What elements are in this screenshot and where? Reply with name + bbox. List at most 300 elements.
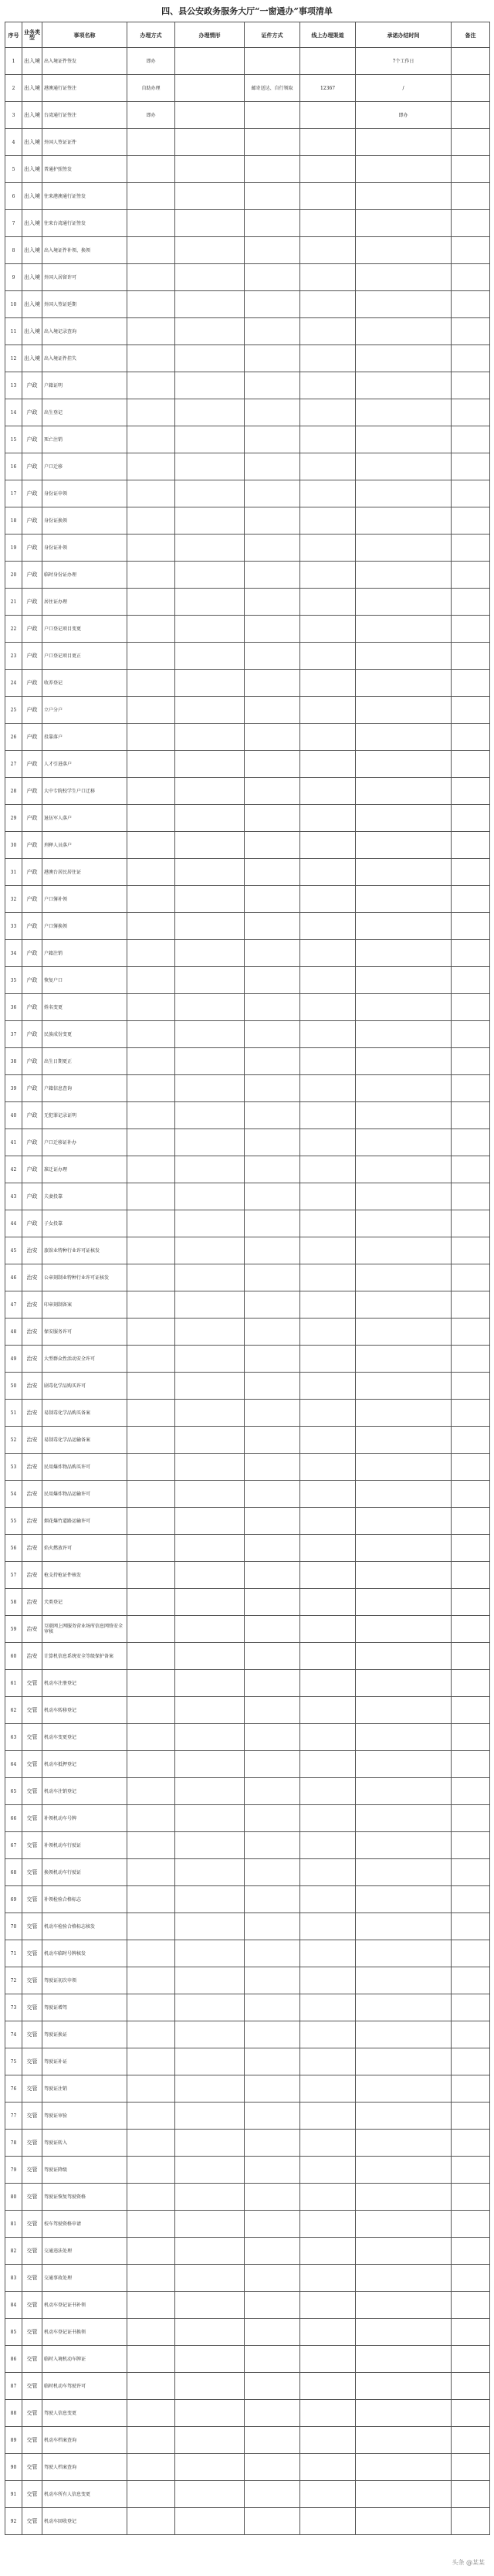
table-cell: 36	[5, 994, 22, 1021]
table-cell: 驾驶证初次申领	[42, 1967, 127, 1994]
table-cell: 出入境证件签发	[42, 48, 127, 75]
table-cell	[300, 2265, 356, 2292]
table-cell	[127, 1724, 175, 1751]
table-cell: 55	[5, 1508, 22, 1535]
table-cell	[245, 1346, 300, 1373]
table-cell	[127, 751, 175, 778]
table-cell	[300, 1913, 356, 1940]
table-cell	[356, 480, 452, 507]
table-cell: 治安	[22, 1562, 42, 1589]
table-cell	[175, 2048, 245, 2075]
table-cell	[356, 2481, 452, 2508]
table-cell	[356, 1562, 452, 1589]
table-row	[5, 1346, 490, 1373]
table-cell	[452, 1805, 490, 1832]
table-cell: 交管	[22, 2292, 42, 2319]
table-cell	[175, 2103, 245, 2130]
table-cell	[127, 1346, 175, 1373]
table-cell	[127, 345, 175, 372]
table-cell	[300, 616, 356, 643]
table-cell: 出入境证件挂失	[42, 345, 127, 372]
table-cell: 46	[5, 1264, 22, 1291]
table-row	[5, 2157, 490, 2184]
table-row	[5, 1210, 490, 1237]
table-cell	[356, 1643, 452, 1670]
table-cell: 户政	[22, 426, 42, 453]
table-cell	[245, 1643, 300, 1670]
table-cell: 户口迁移	[42, 453, 127, 480]
table-row	[5, 643, 490, 670]
table-cell	[356, 1400, 452, 1427]
table-cell	[452, 643, 490, 670]
table-cell	[245, 291, 300, 318]
table-cell	[127, 1427, 175, 1454]
table-cell: 27	[5, 751, 22, 778]
table-cell	[127, 1832, 175, 1859]
table-cell: 户政	[22, 589, 42, 616]
table-cell	[245, 1075, 300, 1102]
table-cell: 往来港澳通行证签发	[42, 183, 127, 210]
table-cell: 治安	[22, 1319, 42, 1346]
table-row	[5, 2427, 490, 2454]
table-cell	[300, 2373, 356, 2400]
table-cell	[175, 210, 245, 237]
table-cell	[452, 940, 490, 967]
table-cell: 交管	[22, 2211, 42, 2238]
table-row	[5, 805, 490, 832]
table-cell	[452, 48, 490, 75]
table-cell	[300, 724, 356, 751]
table-cell: 机动车登记证书换领	[42, 2319, 127, 2346]
table-cell	[127, 940, 175, 967]
table-cell	[356, 832, 452, 859]
table-cell	[452, 1021, 490, 1048]
table-cell: 机动车回收登记	[42, 2508, 127, 2535]
table-cell: 74	[5, 2021, 22, 2048]
table-cell	[300, 1994, 356, 2021]
table-row	[5, 1562, 490, 1589]
table-cell	[300, 2346, 356, 2373]
table-cell	[356, 318, 452, 345]
table-cell	[452, 1778, 490, 1805]
table-cell: 大中专院校学生户口迁移	[42, 778, 127, 805]
column-header: 事项名称	[42, 22, 127, 48]
table-cell	[452, 291, 490, 318]
table-cell: 交管	[22, 2184, 42, 2211]
table-cell: 治安	[22, 1346, 42, 1373]
table-cell	[300, 1210, 356, 1237]
table-row	[5, 1589, 490, 1616]
table-row	[5, 507, 490, 535]
table-cell: /	[356, 75, 452, 102]
table-cell	[300, 1048, 356, 1075]
table-cell	[356, 264, 452, 291]
table-cell: 40	[5, 1102, 22, 1129]
table-cell	[245, 616, 300, 643]
table-cell	[300, 2157, 356, 2184]
table-cell: 户政	[22, 670, 42, 697]
table-cell	[127, 2346, 175, 2373]
table-row	[5, 1994, 490, 2021]
table-cell	[127, 994, 175, 1021]
table-cell: 交管	[22, 1778, 42, 1805]
table-cell	[356, 2075, 452, 2103]
table-row	[5, 1427, 490, 1454]
table-row	[5, 2048, 490, 2075]
table-cell	[452, 1832, 490, 1859]
table-cell	[245, 940, 300, 967]
table-cell	[452, 1616, 490, 1643]
table-cell	[245, 1994, 300, 2021]
table-cell: 治安	[22, 1481, 42, 1508]
table-cell	[452, 724, 490, 751]
table-cell	[300, 183, 356, 210]
table-cell	[245, 535, 300, 562]
table-cell	[245, 1535, 300, 1562]
table-cell: 驾驶人档案查询	[42, 2454, 127, 2481]
table-cell	[356, 1508, 452, 1535]
table-cell: 88	[5, 2400, 22, 2427]
table-cell	[245, 2454, 300, 2481]
table-cell: 无犯罪记录证明	[42, 1102, 127, 1129]
table-cell: 烟花爆竹道路运输许可	[42, 1508, 127, 1535]
table-row	[5, 1129, 490, 1156]
table-row	[5, 2021, 490, 2048]
table-cell	[245, 156, 300, 183]
table-cell	[452, 2048, 490, 2075]
table-cell: 户政	[22, 859, 42, 886]
table-cell	[356, 1210, 452, 1237]
table-cell	[452, 1724, 490, 1751]
table-cell	[300, 1562, 356, 1589]
table-cell	[175, 2075, 245, 2103]
table-cell: 出入境证件补领、换领	[42, 237, 127, 264]
table-cell	[356, 2184, 452, 2211]
table-cell	[245, 399, 300, 426]
table-cell	[452, 2075, 490, 2103]
table-cell	[452, 1156, 490, 1183]
table-cell	[452, 1859, 490, 1886]
table-cell	[175, 1129, 245, 1156]
table-cell: 户政	[22, 1183, 42, 1210]
table-row	[5, 913, 490, 940]
table-cell	[127, 913, 175, 940]
table-cell	[452, 237, 490, 264]
watermark: 头条 @某某	[452, 2559, 485, 2566]
table-cell	[452, 2292, 490, 2319]
table-row	[5, 1778, 490, 1805]
table-cell	[300, 2021, 356, 2048]
table-cell	[175, 724, 245, 751]
table-cell: 29	[5, 805, 22, 832]
table-cell	[245, 724, 300, 751]
table-cell: 19	[5, 535, 22, 562]
table-cell: 62	[5, 1697, 22, 1724]
table-cell	[127, 1535, 175, 1562]
table-cell: 7个工作日	[356, 48, 452, 75]
table-cell: 治安	[22, 1400, 42, 1427]
table-cell: 户政	[22, 994, 42, 1021]
table-cell	[300, 1670, 356, 1697]
table-cell	[356, 967, 452, 994]
table-cell	[452, 1183, 490, 1210]
table-cell	[452, 535, 490, 562]
table-cell	[127, 2021, 175, 2048]
table-cell	[245, 1508, 300, 1535]
table-cell	[356, 399, 452, 426]
table-cell	[356, 1805, 452, 1832]
table-cell	[245, 589, 300, 616]
table-row	[5, 724, 490, 751]
table-cell: 75	[5, 2048, 22, 2075]
table-cell	[127, 237, 175, 264]
table-cell	[245, 2103, 300, 2130]
table-cell	[356, 1102, 452, 1129]
table-cell	[175, 1373, 245, 1400]
table-cell	[127, 2265, 175, 2292]
table-cell	[245, 1670, 300, 1697]
table-cell: 机动车注销登记	[42, 1778, 127, 1805]
table-cell	[452, 345, 490, 372]
table-cell	[356, 1373, 452, 1400]
table-cell: 57	[5, 1562, 22, 1589]
table-cell	[245, 751, 300, 778]
table-cell	[127, 2048, 175, 2075]
table-cell	[300, 1589, 356, 1616]
table-cell	[175, 1562, 245, 1589]
table-cell	[175, 1075, 245, 1102]
table-cell: 出入境	[22, 156, 42, 183]
table-cell	[356, 1129, 452, 1156]
table-cell: 往来台湾通行证签发	[42, 210, 127, 237]
table-cell	[356, 1048, 452, 1075]
table-cell	[245, 102, 300, 129]
table-cell	[452, 2427, 490, 2454]
table-cell: 机动车抵押登记	[42, 1751, 127, 1778]
table-cell: 治安	[22, 1616, 42, 1643]
table-cell	[300, 2130, 356, 2157]
table-cell	[245, 2048, 300, 2075]
table-cell	[452, 1697, 490, 1724]
table-cell: 自助办理	[127, 75, 175, 102]
table-cell	[356, 805, 452, 832]
table-row	[5, 1237, 490, 1264]
table-cell	[245, 1156, 300, 1183]
table-cell: 港澳通行证签注	[42, 75, 127, 102]
table-cell: 14	[5, 399, 22, 426]
table-cell: 9	[5, 264, 22, 291]
table-cell	[175, 1778, 245, 1805]
table-cell: 立户分户	[42, 697, 127, 724]
table-cell: 65	[5, 1778, 22, 1805]
table-cell: 交管	[22, 2130, 42, 2157]
table-row	[5, 264, 490, 291]
table-cell	[356, 1427, 452, 1454]
table-row	[5, 453, 490, 480]
table-cell	[127, 1508, 175, 1535]
table-row	[5, 2075, 490, 2103]
table-cell: 54	[5, 1481, 22, 1508]
table-cell: 户政	[22, 399, 42, 426]
table-cell	[452, 2021, 490, 2048]
table-cell	[452, 1535, 490, 1562]
table-cell	[127, 1183, 175, 1210]
table-cell: 交管	[22, 2400, 42, 2427]
table-cell: 出入境	[22, 345, 42, 372]
table-cell	[356, 1264, 452, 1291]
table-cell	[300, 670, 356, 697]
table-cell: 37	[5, 1021, 22, 1048]
table-cell	[300, 318, 356, 345]
table-cell	[300, 940, 356, 967]
table-cell	[452, 2454, 490, 2481]
table-cell: 78	[5, 2130, 22, 2157]
table-cell: 交管	[22, 1886, 42, 1913]
table-cell: 23	[5, 643, 22, 670]
table-cell	[356, 426, 452, 453]
table-cell	[300, 886, 356, 913]
table-cell	[356, 1670, 452, 1697]
table-cell: 44	[5, 1210, 22, 1237]
table-cell	[245, 1291, 300, 1319]
table-cell	[175, 1156, 245, 1183]
table-cell	[127, 210, 175, 237]
table-cell	[452, 372, 490, 399]
table-cell	[175, 670, 245, 697]
table-cell	[300, 1400, 356, 1427]
table-cell	[175, 1967, 245, 1994]
table-cell: 交管	[22, 2319, 42, 2346]
table-cell: 92	[5, 2508, 22, 2535]
table-cell	[175, 535, 245, 562]
table-cell	[127, 2427, 175, 2454]
table-cell: 22	[5, 616, 22, 643]
table-cell	[127, 1373, 175, 1400]
table-cell: 出入境	[22, 264, 42, 291]
table-row	[5, 859, 490, 886]
table-cell	[127, 1400, 175, 1427]
table-cell: 85	[5, 2319, 22, 2346]
table-cell: 户政	[22, 480, 42, 507]
table-cell	[127, 535, 175, 562]
table-cell: 治安	[22, 1237, 42, 1264]
table-cell	[356, 1346, 452, 1373]
table-cell: 即办	[127, 102, 175, 129]
table-cell	[245, 562, 300, 589]
table-cell	[127, 1697, 175, 1724]
table-cell: 治安	[22, 1291, 42, 1319]
table-cell	[356, 2103, 452, 2130]
table-cell: 交管	[22, 2048, 42, 2075]
table-cell: 52	[5, 1427, 22, 1454]
table-cell	[300, 2211, 356, 2238]
table-row	[5, 1102, 490, 1129]
table-cell	[245, 2211, 300, 2238]
column-header: 线上办理渠道	[300, 22, 356, 48]
table-row	[5, 1751, 490, 1778]
table-cell	[175, 1291, 245, 1319]
table-cell	[245, 2292, 300, 2319]
column-header: 办理方式	[127, 22, 175, 48]
table-cell: 61	[5, 1670, 22, 1697]
table-cell	[300, 345, 356, 372]
table-cell: 43	[5, 1183, 22, 1210]
table-cell: 70	[5, 1913, 22, 1940]
table-row	[5, 75, 490, 102]
table-cell: 交管	[22, 1751, 42, 1778]
table-row	[5, 1643, 490, 1670]
table-row	[5, 751, 490, 778]
table-cell	[175, 589, 245, 616]
table-cell	[245, 697, 300, 724]
table-cell	[300, 1237, 356, 1264]
table-row	[5, 102, 490, 129]
table-cell	[300, 1859, 356, 1886]
table-cell	[245, 1940, 300, 1967]
table-cell	[300, 2292, 356, 2319]
table-cell	[356, 886, 452, 913]
table-cell	[127, 643, 175, 670]
table-cell	[452, 1319, 490, 1346]
table-cell	[127, 859, 175, 886]
table-cell: 12	[5, 345, 22, 372]
table-cell	[300, 589, 356, 616]
table-cell	[245, 2481, 300, 2508]
table-cell	[300, 994, 356, 1021]
table-row	[5, 1967, 490, 1994]
table-cell	[127, 1886, 175, 1913]
table-cell: 机动车所有人信息变更	[42, 2481, 127, 2508]
table-cell	[300, 697, 356, 724]
table-cell	[452, 1454, 490, 1481]
table-cell	[356, 1967, 452, 1994]
table-cell: 73	[5, 1994, 22, 2021]
table-cell	[245, 2075, 300, 2103]
table-cell: 58	[5, 1589, 22, 1616]
table-cell: 30	[5, 832, 22, 859]
table-cell	[127, 1967, 175, 1994]
table-cell: 交管	[22, 2346, 42, 2373]
table-cell: 投靠落户	[42, 724, 127, 751]
table-cell	[245, 805, 300, 832]
table-cell	[127, 318, 175, 345]
table-cell	[175, 1589, 245, 1616]
table-cell	[300, 913, 356, 940]
table-cell	[356, 2292, 452, 2319]
table-cell	[452, 616, 490, 643]
table-cell	[175, 237, 245, 264]
table-cell	[245, 1697, 300, 1724]
column-header: 办理情形	[175, 22, 245, 48]
table-cell	[245, 2021, 300, 2048]
table-cell	[245, 1102, 300, 1129]
table-cell: 69	[5, 1886, 22, 1913]
table-cell: 6	[5, 183, 22, 210]
table-cell	[452, 1913, 490, 1940]
table-cell	[127, 264, 175, 291]
table-row	[5, 562, 490, 589]
table-cell	[127, 2157, 175, 2184]
table-cell	[175, 2211, 245, 2238]
table-cell	[245, 1751, 300, 1778]
table-cell	[127, 2075, 175, 2103]
table-cell	[245, 2157, 300, 2184]
table-cell	[127, 2103, 175, 2130]
table-row	[5, 1183, 490, 1210]
table-cell: 户籍证明	[42, 372, 127, 399]
table-cell	[452, 1291, 490, 1319]
table-cell	[356, 1832, 452, 1859]
